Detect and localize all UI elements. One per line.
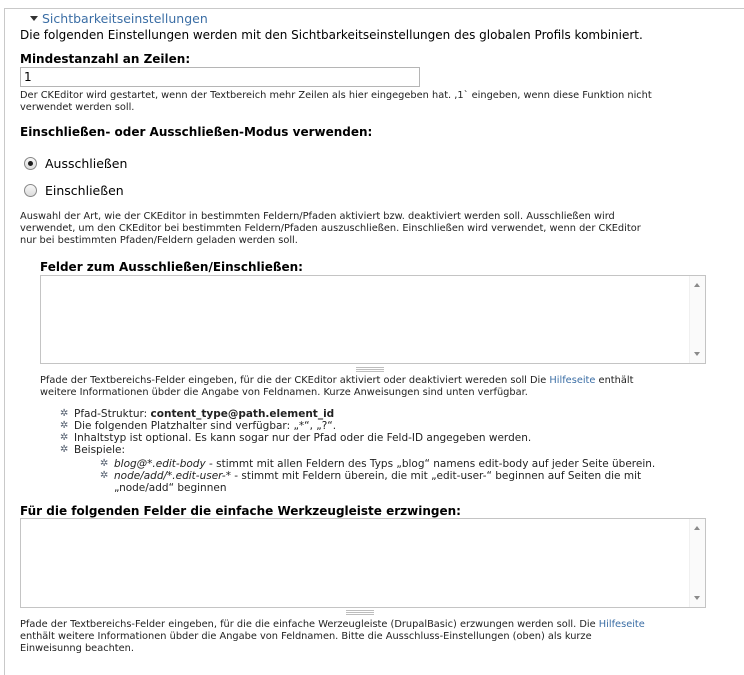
radio-exclude-button[interactable] xyxy=(24,157,37,170)
mode-label: Einschließen- oder Ausschließen-Modus verwenden: xyxy=(20,125,373,139)
gear-icon: ✲ xyxy=(60,432,69,443)
scroll-up-icon[interactable] xyxy=(694,283,700,287)
list-item: ✲ Inhaltstyp ist optional. Es kann sogar nur der Pfad oder die Feld-ID angegeben werden. xyxy=(60,432,532,444)
min-rows-input[interactable] xyxy=(20,67,420,87)
list-item: ✲ Die folgenden Platzhalter sind verfügbar: „*“, „?“. xyxy=(60,420,337,432)
gear-icon: ✲ xyxy=(60,444,69,455)
fields-scrollbar[interactable] xyxy=(689,276,705,363)
simple-toolbar-help: Pfade der Textbereichs-Felder eingeben, für die die einfache Werzeugleiste (DrupalBasic) erzwungen werden soll. Die Hilfeseite enthält weitere Informationen übder die Angabe von Feldnamen. Bitte die Ausschluss-Einstellungen (oben) als kurze Einweisunng beachten. xyxy=(20,619,645,654)
list-item: ✲ Beispiele: xyxy=(60,444,126,456)
gear-icon: ✲ xyxy=(60,420,69,431)
help-page-link[interactable]: Hilfeseite xyxy=(598,619,645,630)
gear-icon: ✲ xyxy=(100,458,109,469)
resize-grip-icon[interactable] xyxy=(356,367,384,372)
radio-include[interactable]: Einschließen xyxy=(24,183,124,199)
fields-instructions-list xyxy=(60,408,740,494)
list-item: ✲ blog@*.edit-body - stimmt mit allen Feldern des Typs „blog“ namens edit-body auf jeder Seite überein. xyxy=(100,458,656,470)
fields-textarea[interactable] xyxy=(40,275,706,364)
mode-description: Auswahl der Art, wie der CKEditor in bestimmten Feldern/Pfaden aktiviert bzw. deaktiviert werden soll. Ausschließen wird verwendet, um den CKEditor bei bestimmten Feldern/Pfaden auszuschließen. Einschließen wird verwendet, wenn der CKEditor nur bei bestimmten Pfaden/Feldern geladen werden soll. xyxy=(20,211,641,246)
radio-include-button[interactable] xyxy=(24,184,37,197)
scroll-down-icon[interactable] xyxy=(694,596,700,600)
list-item: ✲ Pfad-Struktur: content_type@path.element_id xyxy=(60,408,335,420)
radio-exclude[interactable]: Ausschließen xyxy=(24,156,127,172)
resize-grip-icon[interactable] xyxy=(346,610,374,615)
scroll-down-icon[interactable] xyxy=(694,352,700,356)
min-rows-label: Mindestanzahl an Zeilen: xyxy=(20,52,191,66)
scroll-up-icon[interactable] xyxy=(694,526,700,530)
simple-toolbar-textarea[interactable] xyxy=(20,518,706,608)
fieldset-intro: Die folgenden Einstellungen werden mit den Sichtbarkeitseinstellungen des globalen Profils kombiniert. xyxy=(20,28,643,42)
simple-toolbar-scrollbar[interactable] xyxy=(689,519,705,607)
gear-icon: ✲ xyxy=(60,408,69,419)
fields-label: Felder zum Ausschließen/Einschließen: xyxy=(40,260,303,274)
fields-help: Pfade der Textbereichs-Felder eingeben, für die der CKEditor aktiviert oder deaktiviert wereden soll Die Hilfeseite enthält weitere Informationen übder die Angabe von Feldnamen. Kurze Anweisungen sind unten verfügbar. xyxy=(40,375,634,398)
gear-icon: ✲ xyxy=(100,470,109,481)
examples-list xyxy=(100,458,740,494)
simple-toolbar-label: Für die folgenden Felder die einfache Werkzeugleiste erzwingen: xyxy=(20,504,461,518)
min-rows-description: Der CKEditor wird gestartet, wenn der Textbereich mehr Zeilen als hier eingegeben hat. ,1` eingeben, wenn diese Funktion nicht verwendet werden soll. xyxy=(20,90,652,113)
fieldset-legend[interactable]: Sichtbarkeitseinstellungen xyxy=(28,11,211,27)
help-page-link[interactable]: Hilfeseite xyxy=(549,375,596,386)
list-item: ✲ node/add/*.edit-user-* - stimmt mit Feldern überein, die mit „edit-user-“ beginnen auf Seiten die mit „node/add“ beginnen xyxy=(100,470,642,494)
triangle-down-icon xyxy=(30,16,38,21)
